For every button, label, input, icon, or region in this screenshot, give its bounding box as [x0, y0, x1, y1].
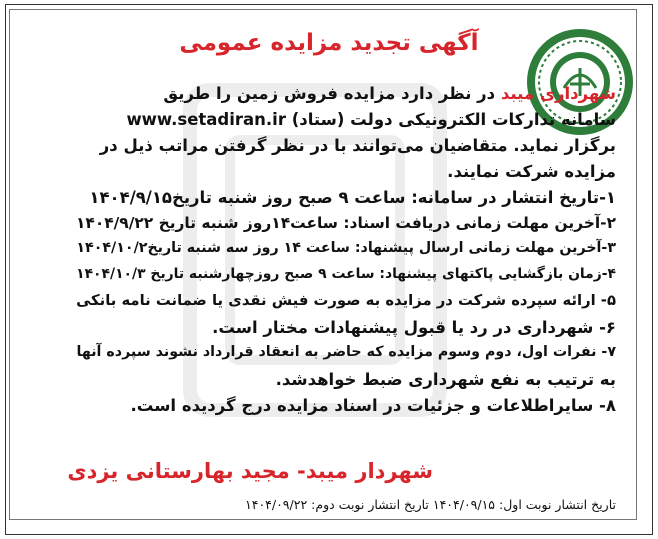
publication-dates: تاریخ انتشار نوبت اول: ۱۴۰۴/۰۹/۱۵ تاریخ انتشار نوبت دوم: ۱۴۰۴/۰۹/۲۲	[245, 497, 616, 512]
item-label: ۳-آخرین مهلت زمانی ارسال پیشنهاد:	[354, 240, 616, 256]
list-item: ۶- شهرداری در رد یا قبول پیشنهادات مختار است.	[212, 318, 616, 337]
list-item	[89, 188, 616, 207]
list-item: ۷- نفرات اول، دوم وسوم مزایده که حاضر به انعقاد قرارداد نشوند سپرده آنها	[76, 344, 616, 360]
item-text: ساعت ۹ صبح روز شنبه تاریخ۱۴۰۴/۹/۱۵	[89, 188, 412, 207]
list-item	[76, 240, 616, 256]
item-label: ۱-تاریخ انتشار در سامانه:	[411, 188, 616, 207]
item-label: ۴-زمان بازگشایی پاکتهای پیشنهاد:	[379, 266, 616, 282]
list-item: ۸- سایراطلاعات و جزئیات در اسناد مزایده درج گردیده است.	[130, 396, 616, 415]
item-text: ساعت ۱۴ روز سه شنبه تاریخ۱۴۰۴/۱۰/۲	[76, 240, 355, 256]
list-item	[76, 266, 616, 282]
item-text: ساعت۱۴روز شنبه تاریخ ۱۴۰۴/۹/۲۲	[75, 214, 344, 232]
item-label: ۲-آخرین مهلت زمانی دریافت اسناد:	[343, 214, 616, 232]
list-item: به ترتیب به نفع شهرداری ضبط خواهدشد.	[275, 370, 616, 389]
list-item: ۵- ارائه سپرده شرکت در مزایده به صورت فیش نقدی یا ضمانت نامه بانکی	[76, 292, 616, 309]
intro-line-3: برگزار نماید. متقاضیان می‌توانند با در نظر گرفتن مراتب ذیل در	[99, 136, 616, 155]
municipality-name: شهرداری میبد	[500, 84, 616, 103]
intro-line-1-rest: در نظر دارد مزایده فروش زمین را طریق	[163, 84, 501, 103]
item-text: ساعت ۹ صبح روزچهارشنبه تاریخ ۱۴۰۴/۱۰/۳	[76, 266, 380, 282]
intro-line-2: سامانه تدارکات الکترونیکی دولت (ستاد) www.setadiran.ir	[126, 110, 616, 129]
intro-line-4: مزایده شرکت نمایند.	[447, 162, 616, 181]
page-title: آگهی تجدید مزایده عمومی	[179, 30, 479, 56]
list-item	[76, 214, 616, 232]
signature: شهردار میبد- مجید بهارستانی یزدی	[67, 459, 433, 483]
intro-line-1	[163, 84, 616, 103]
